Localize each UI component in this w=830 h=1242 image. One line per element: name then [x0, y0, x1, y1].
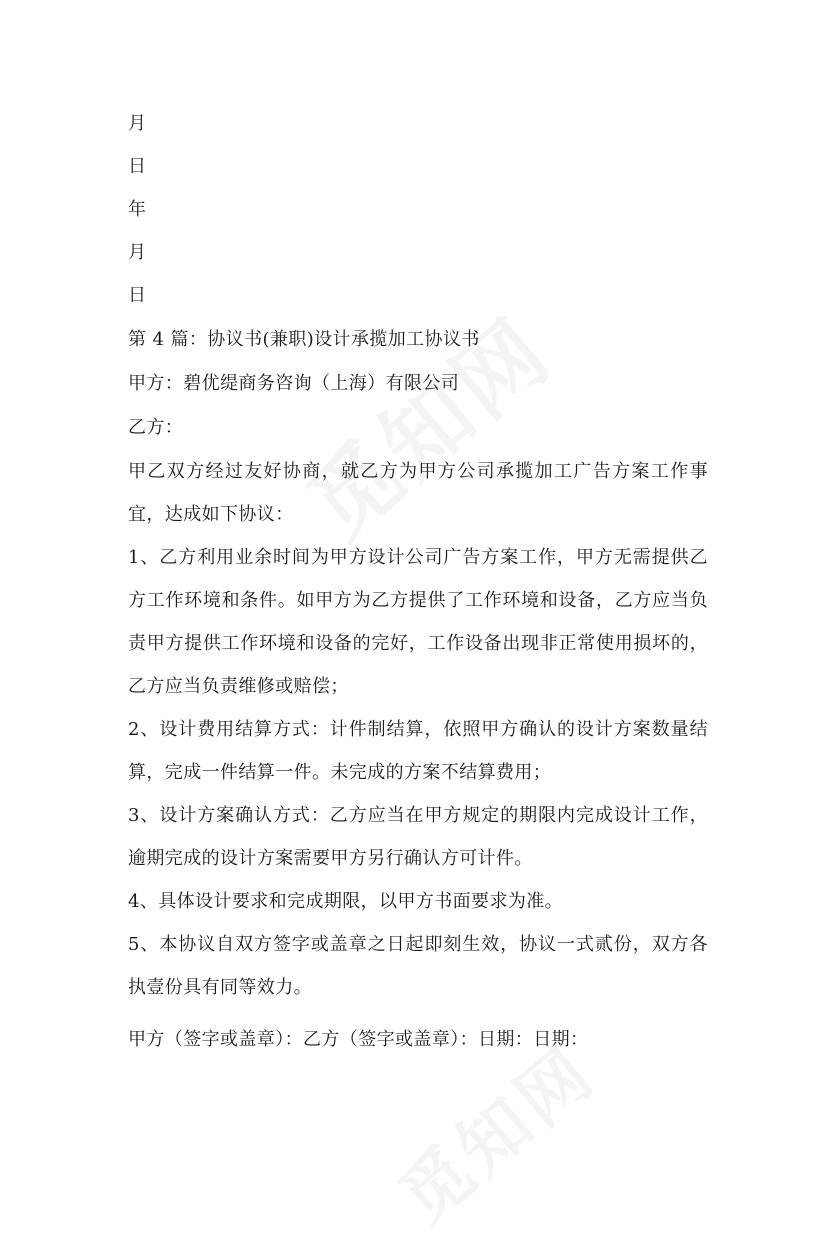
- watermark-lower: [374, 1019, 614, 1242]
- date-line-day-2: 日: [128, 285, 147, 306]
- party-a-line: 甲方：碧优缇商务咨询（上海）有限公司: [128, 373, 460, 394]
- clause-1: 1、乙方利用业余时间为甲方设计公司广告方案工作，甲方无需提供乙方工作环境和条件。如甲方为乙方提供了工作环境和设备，乙方应当负责甲方提供工作环境和设备的完好，工作设备出现非正常使用损坏的，乙方应当负责维修或赔偿；: [128, 547, 708, 697]
- section-heading: 第 4 篇：协议书(兼职)设计承揽加工协议书: [128, 329, 480, 350]
- clause-3: 3、设计方案确认方式：乙方应当在甲方规定的期限内完成设计工作，逾期完成的设计方案需要甲方另行确认方可计件。: [128, 805, 708, 869]
- date-line-day: 日: [128, 156, 147, 177]
- date-line-month-2: 月: [128, 242, 147, 263]
- date-line-month: 月: [128, 113, 147, 134]
- clause-2: 2、设计费用结算方式：计件制结算，依照甲方确认的设计方案数量结算，完成一件结算一件。未完成的方案不结算费用；: [128, 719, 708, 783]
- signature-line: 甲方（签字或盖章）：乙方（签字或盖章）：日期：日期：: [128, 1029, 589, 1050]
- intro-paragraph: 甲乙双方经过友好协商，就乙方为甲方公司承揽加工广告方案工作事宜，达成如下协议：: [128, 461, 708, 525]
- clause-5: 5、本协议自双方签字或盖章之日起即刻生效，协议一式贰份，双方各执壹份具有同等效力。: [128, 934, 708, 998]
- party-b-line: 乙方：: [128, 417, 184, 438]
- date-line-year: 年: [128, 199, 147, 220]
- clause-4: 4、具体设计要求和完成期限，以甲方书面要求为准。: [128, 891, 564, 912]
